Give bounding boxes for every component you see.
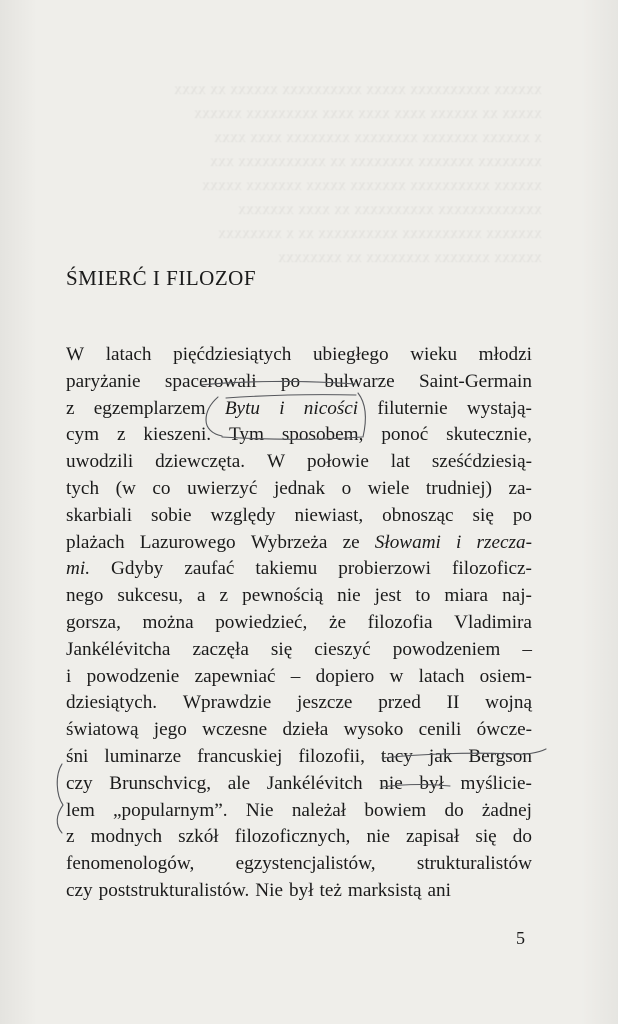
- text-line: z modnych szkół filozoficznych, nie zapisał się do: [66, 826, 532, 848]
- text-line: Jankélévitcha zaczęła się cieszyć powodzeniem –: [66, 638, 532, 660]
- text-line: nego sukcesu, a z pewnością nie jest to miara naj-: [66, 585, 532, 607]
- text-line: lem „popularnym”. Nie należał bowiem do żadnej: [66, 799, 532, 821]
- text-line: paryżanie spacerowali po bulwarze Saint-Germain: [66, 370, 532, 392]
- page-number: 5: [516, 928, 525, 948]
- bleed-through-texture: xxxxxx xxxxxxxxxx xxxxx xxxxxxxxxx xxxxxx xx xxxx xxxxx xx xxxxxx xxxx xxxx xxxx xxxxxxxxx xxxxxx x xxxxxx xxxxxxx xxxxxxxx xxxxxxxx xxxx xxxx xxxxxxxx xxxxxxx xxxxxxxx xx xxxxxxxxxxx xxx xxxxxx xxxxxxxxxx xxxxxxx xxxxx xxxxxxx xxxxx xxxxxxxxxxxxx xxxxxxxxxx xx xxxx xxxxxxx xxxxxxx xxxxxxxxxx xxxxxxxxxx xx x xxxxxxxx xxxxxx xxxxxxx xxxxxxxx xx xxxxxxxx: [174, 81, 542, 266]
- body-text: [66, 342, 532, 905]
- text-line: i powodzenie zapewniać – dopiero w latach osiem-: [66, 665, 532, 687]
- margin-bracket-stroke: [57, 764, 63, 833]
- text-line: dziesiątych. Wprawdzie jeszcze przed II wojną: [66, 692, 532, 714]
- text-line: W latach pięćdziesiątych ubiegłego wieku młodzi: [66, 344, 532, 365]
- text-line: uwodzili dziewczęta. W połowie lat sześćdziesią-: [66, 451, 532, 473]
- chapter-title: ŚMIERĆ I FILOZOF: [66, 266, 257, 290]
- text-line: mi. Gdyby zaufać takiemu probierzowi filozoficz-: [66, 558, 532, 580]
- text-line: plażach Lazurowego Wybrzeża ze Słowami i rzecza-: [66, 531, 532, 553]
- text-line: światową jego wczesne dzieła wysoko cenili ówcze-: [66, 719, 532, 741]
- text-line: fenomenologów, egzystencjalistów, strukturalistów: [66, 853, 532, 875]
- text-line: gorsza, można powiedzieć, że filozofia Vladimira: [66, 611, 532, 633]
- text-line: czy poststrukturalistów. Nie był też marksistą ani: [66, 879, 451, 901]
- text-line: czy Brunschvicg, ale Jankélévitch nie był myślicie-: [66, 772, 532, 794]
- text-line: cym z kieszeni. Tym sposobem, ponoć skutecznie,: [66, 424, 532, 446]
- text-line: z egzemplarzem Bytu i nicości filuternie wystają-: [66, 397, 532, 419]
- text-line: skarbiali sobie względy niewiast, obnosząc się po: [66, 504, 532, 526]
- text-line: śni luminarze francuskiej filozofii, tacy jak Bergson: [66, 745, 532, 767]
- text-line: tych (w co uwierzyć jednak o wiele trudniej) za-: [66, 477, 532, 499]
